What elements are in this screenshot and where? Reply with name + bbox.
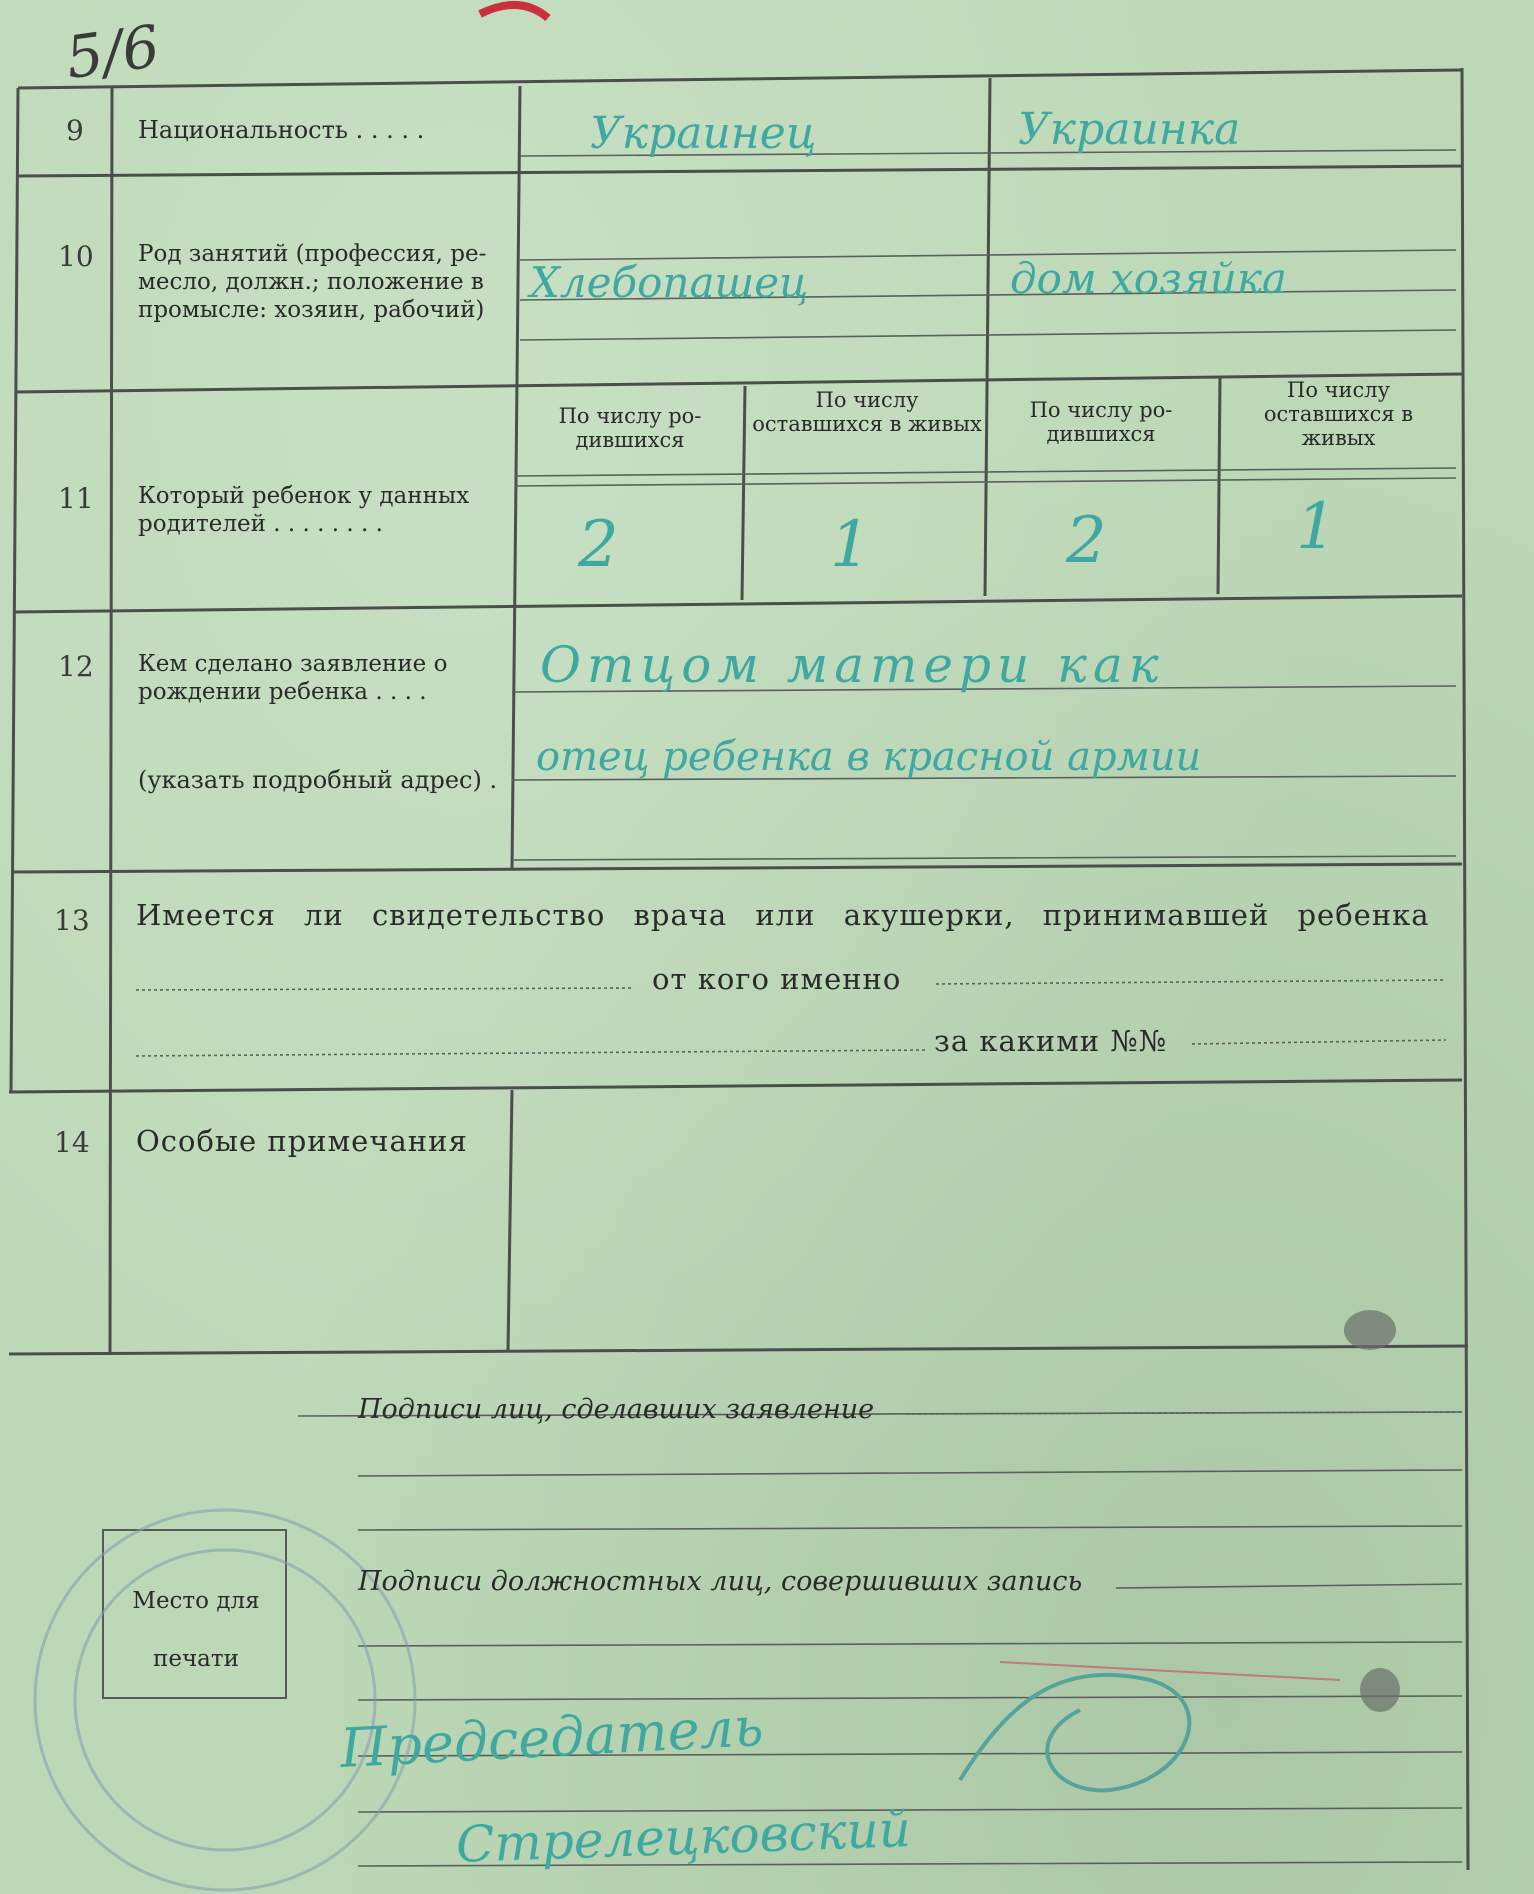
row-14-number: 14 xyxy=(54,1126,90,1159)
declarant-label-line-1: Кем сделано заявление о xyxy=(138,651,448,677)
child-order-label-line-2: родителей . . . . . . . . xyxy=(138,511,383,537)
row-11-number: 11 xyxy=(58,482,94,515)
header-alive-mother: По числу оставшихся в живых xyxy=(1263,378,1414,450)
official-signature-title: Председатель xyxy=(338,1694,765,1781)
special-notes-label: Особые примечания xyxy=(136,1124,468,1158)
declarants-signature-label: Подписи лиц, сделавших заявление xyxy=(358,1394,875,1425)
declarant-label xyxy=(138,650,447,706)
declarant-line-2: отец ребенка в красной армии xyxy=(536,734,1202,780)
signature-scribble xyxy=(960,1675,1189,1790)
certificate-question: Имеется ли свидетельство врача или акушерки, принимавшей ребенка xyxy=(136,898,1430,932)
red-pencil-line xyxy=(1000,1662,1340,1680)
occupation-label-line-2: месло, должн.; положение в xyxy=(138,269,484,295)
address-label: (указать подробный адрес) . xyxy=(138,766,498,794)
count-alive-father: 1 xyxy=(830,508,871,582)
count-alive-mother: 1 xyxy=(1296,490,1337,564)
certificate-from-whom: от кого именно xyxy=(652,962,902,996)
nationality-mother: Украинка xyxy=(1018,104,1241,155)
row-12-number: 12 xyxy=(58,650,94,683)
seal-place-line-2: печати xyxy=(153,1646,239,1672)
officials-signature-label: Подписи должностных лиц, совершивших запись xyxy=(358,1566,1083,1597)
row-10-number: 10 xyxy=(58,240,94,273)
nationality-label: Национальность . . . . . xyxy=(138,116,425,144)
declarant-line-1: Отцом матери как xyxy=(540,636,1165,694)
row-9-number: 9 xyxy=(66,114,84,147)
child-order-label-line-1: Который ребенок у данных xyxy=(138,483,470,509)
declarant-label-line-2: рождении ребенка . . . . xyxy=(138,679,427,705)
child-order-label xyxy=(138,482,469,538)
red-ink-mark xyxy=(480,5,548,18)
occupation-mother: дом хозяйка xyxy=(1010,254,1287,303)
count-born-father: 2 xyxy=(578,508,619,582)
corner-mark: 5/6 xyxy=(61,11,164,93)
occupation-label-line-3: промысле: хозяин, рабочий) xyxy=(138,297,485,323)
occupation-label xyxy=(138,240,486,324)
header-alive-father: По числу оставшихся в живых xyxy=(752,388,982,436)
header-born-mother: По числу ро-дившихся xyxy=(1029,398,1173,446)
nationality-father: Украинец xyxy=(590,108,817,159)
paper-holes xyxy=(1344,1310,1400,1712)
certificate-numbers: за какими №№ xyxy=(934,1024,1168,1058)
header-born-father: По числу ро-дившихся xyxy=(558,404,702,452)
row-13-number: 13 xyxy=(54,904,90,937)
seal-place-line-1: Место для xyxy=(132,1588,260,1614)
occupation-label-line-1: Род занятий (профессия, ре- xyxy=(138,241,487,267)
official-signature-name: Стрелецковский xyxy=(455,1800,912,1874)
count-born-mother: 2 xyxy=(1066,504,1107,578)
occupation-father: Хлебопашец xyxy=(530,258,809,307)
seal-place-label xyxy=(116,1572,276,1688)
